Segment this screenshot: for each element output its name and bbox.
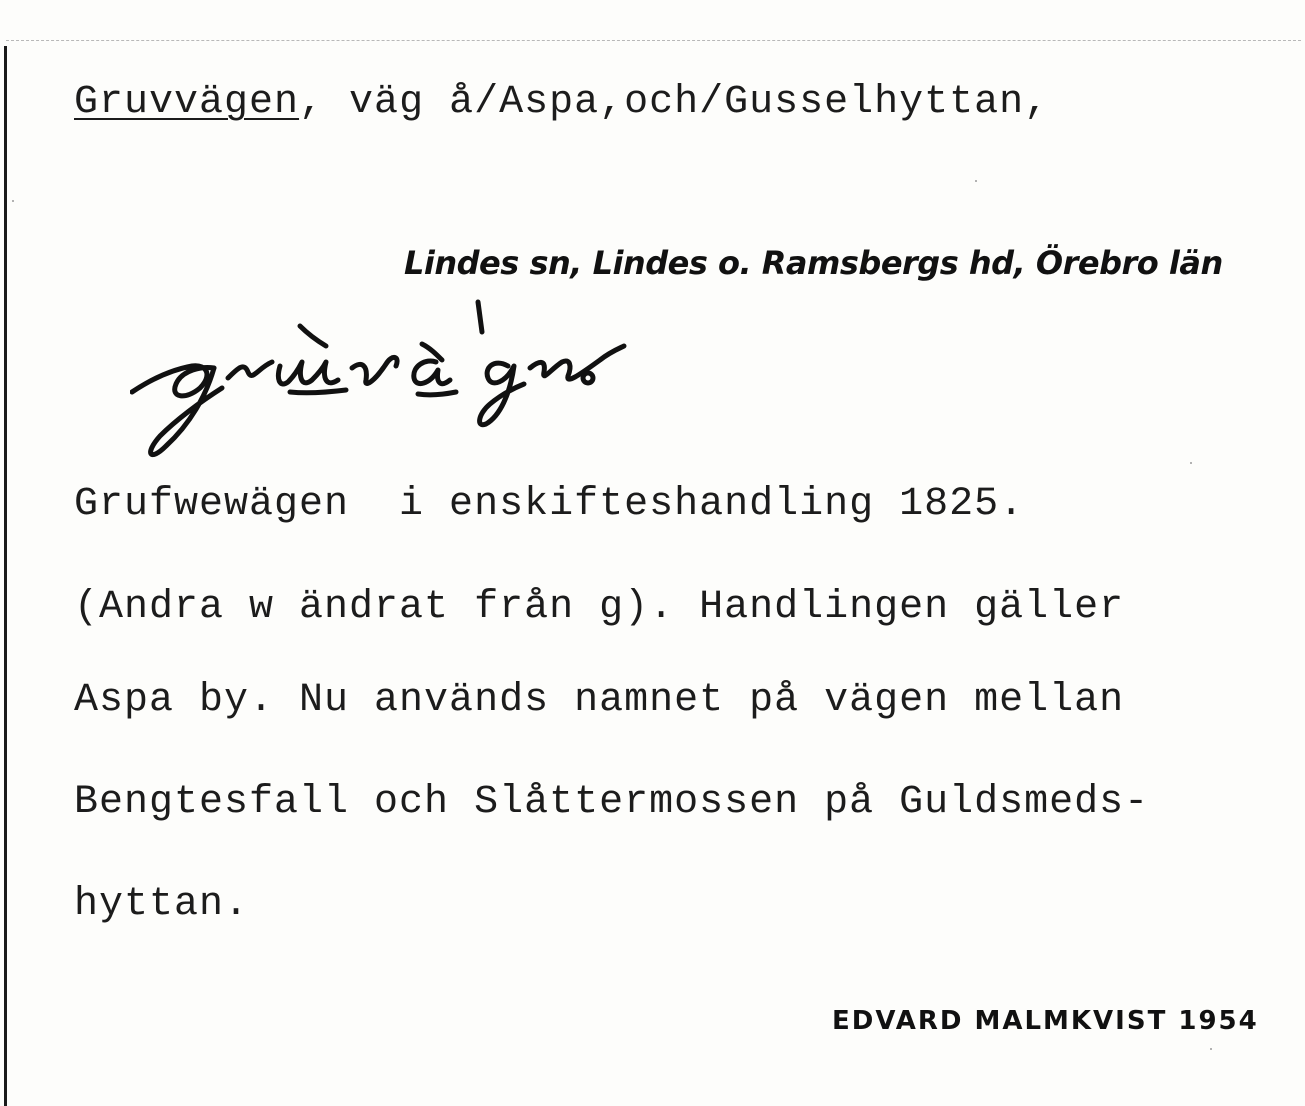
headword: Gruvvägen: [74, 80, 300, 125]
body-line-1: Grufwewägen i enskifteshandling 1825.: [74, 482, 1025, 527]
paper-speck: [1210, 1048, 1212, 1050]
paper-speck: [975, 180, 977, 182]
location-stamp: Lindes sn, Lindes o. Ramsbergs hd, Örebro län: [404, 244, 1223, 282]
card-left-edge: [4, 46, 7, 1106]
card-top-edge: [6, 40, 1301, 42]
paper-speck: [1190, 462, 1192, 464]
body-line-5: hyttan.: [74, 882, 250, 927]
handwritten-pronunciation: [130, 296, 650, 466]
body-line-4: Bengtesfall och Slåttermossen på Guldsmeds-: [74, 780, 1150, 825]
headword-description: , väg å/Aspa,och/Gusselhyttan,: [299, 80, 1050, 125]
paper-speck: [12, 200, 14, 202]
signature-stamp: EDVARD MALMKVIST 1954: [832, 1006, 1259, 1036]
body-line-2: (Andra w ändrat från g). Handlingen gäller: [74, 585, 1125, 630]
body-line-3: Aspa by. Nu används namnet på vägen mellan: [74, 678, 1125, 723]
headword-line: [74, 80, 1049, 125]
